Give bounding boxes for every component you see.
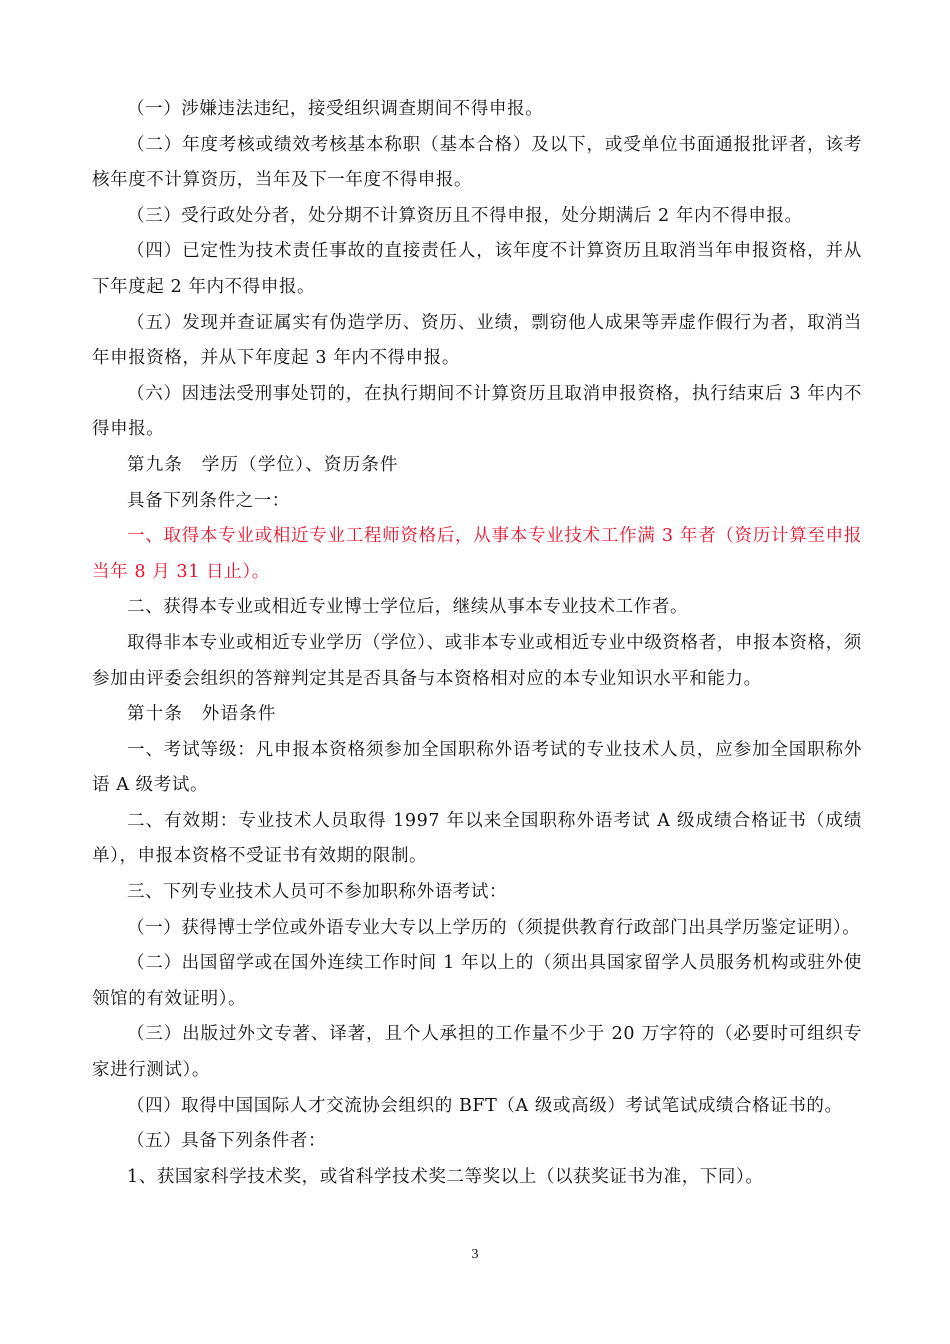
document-body: [92, 92, 862, 1195]
highlighted-paragraph: 一、取得本专业或相近专业工程师资格后，从事本专业技术工作满 3 年者（资历计算至申报当年 8 月 31 日止）。: [92, 526, 862, 582]
paragraph-14: 二、有效期：专业技术人员取得 1997 年以来全国职称外语考试 A 级成绩合格证书（成绩单），申报本资格不受证书有效期的限制。: [92, 810, 862, 867]
section-heading-article-9: 第九条 学历（学位）、资历条件: [127, 454, 399, 475]
paragraph-17: （二）出国留学或在国外连续工作时间 1 年以上的（须出具国家留学人员服务机构或驻外使领馆的有效证明）。: [92, 953, 862, 1009]
paragraph-6: （六）因违法受刑事处罚的，在执行期间不计算资历且取消申报资格，执行结束后 3 年内不得申报。: [92, 383, 862, 440]
paragraph-21: 1、获国家科学技术奖，或省科学技术奖二等奖以上（以获奖证书为准，下同）。: [127, 1166, 764, 1187]
paragraph-3: （三）受行政处分者，处分期不计算资历且不得申报，处分期满后 2 年内不得申报。: [127, 205, 803, 226]
paragraph-20: （五）具备下列条件者：: [127, 1131, 327, 1152]
paragraph-19: （四）取得中国国际人才交流协会组织的 BFT（A 级或高级）考试笔试成绩合格证书的。: [127, 1095, 843, 1116]
paragraph-10: 二、获得本专业或相近专业博士学位后，继续从事本专业技术工作者。: [127, 597, 689, 618]
paragraph-11: 取得非本专业或相近专业学历（学位）、或非本专业或相近专业中级资格者，申报本资格，须参加由评委会组织的答辩判定其是否具备与本资格相对应的本专业知识水平和能力。: [92, 632, 862, 689]
paragraph-13: 一、考试等级：凡申报本资格须参加全国职称外语考试的专业技术人员，应参加全国职称外语 A 级考试。: [92, 739, 862, 796]
paragraph-2: （二）年度考核或绩效考核基本称职（基本合格）及以下，或受单位书面通报批评者，该考核年度不计算资历，当年及下一年度不得申报。: [92, 134, 862, 191]
paragraph-16: （一）获得博士学位或外语专业大专以上学历的（须提供教育行政部门出具学历鉴定证明）。: [127, 917, 861, 938]
page-number: 3: [471, 1247, 479, 1262]
paragraph-1: （一）涉嫌违法违纪，接受组织调查期间不得申报。: [127, 99, 544, 119]
section-heading-article-10: 第十条 外语条件: [127, 704, 277, 725]
paragraph-18: （三）出版过外文专著、译著，且个人承担的工作量不少于 20 万字符的（必要时可组织专家进行测试）。: [92, 1024, 862, 1081]
paragraph-5: （五）发现并查证属实有伪造学历、资历、业绩，剽窃他人成果等弄虚作假行为者，取消当年申报资格，并从下年度起 3 年内不得申报。: [92, 312, 862, 369]
paragraph-4: （四）已定性为技术责任事故的直接责任人，该年度不计算资历且取消当年申报资格，并从下年度起 2 年内不得申报。: [92, 241, 862, 297]
paragraph-8: 具备下列条件之一：: [127, 490, 290, 511]
paragraph-15: 三、下列专业技术人员可不参加职称外语考试：: [127, 882, 508, 903]
